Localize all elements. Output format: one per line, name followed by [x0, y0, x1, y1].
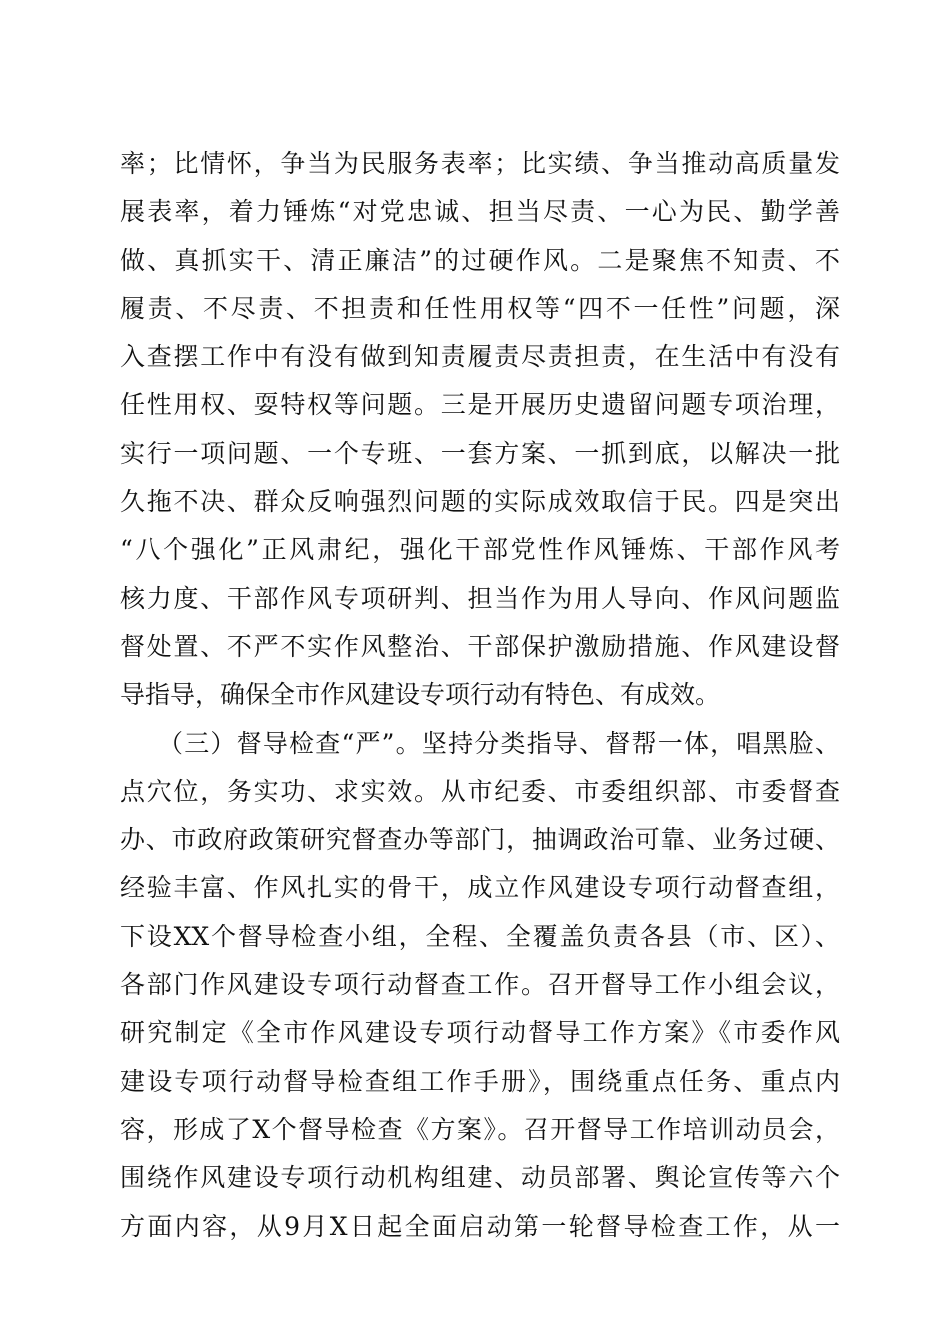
text-line: 容，形成了X个督导检查《方案》。召开督导工作培训动员会， [120, 1114, 840, 1144]
section-heading-line: （三）督导检查“严”。坚持分类指导、督帮一体，唱黑脸、 [158, 728, 840, 758]
text-line: 点穴位，务实功、求实效。从市纪委、市委组织部、市委督查 [120, 776, 840, 806]
text-line: 方面内容，从9月X日起全面启动第一轮督导检查工作，从一 [120, 1211, 840, 1241]
text-line: 各部门作风建设专项行动督查工作。召开督导工作小组会议， [120, 970, 840, 1000]
text-line: 做、真抓实干、清正廉洁”的过硬作风。二是聚焦不知责、不 [120, 245, 840, 275]
text-line: 研究制定《全市作风建设专项行动督导工作方案》《市委作风 [120, 1018, 840, 1048]
text-line: “八个强化”正风肃纪，强化干部党性作风锤炼、干部作风考 [120, 535, 840, 565]
text-line: 经验丰富、作风扎实的骨干，成立作风建设专项行动督查组， [120, 873, 840, 903]
text-line: 率；比情怀，争当为民服务表率；比实绩、争当推动高质量发 [120, 149, 840, 178]
text-line: 建设专项行动督导检查组工作手册》，围绕重点任务、重点内 [120, 1066, 840, 1096]
body-text [120, 140, 840, 1251]
text-line: 核力度、干部作风专项研判、担当作为用人导向、作风问题监 [120, 583, 840, 613]
text-line: 入查摆工作中有没有做到知责履责尽责担责，在生活中有没有 [120, 342, 840, 372]
text-line: 围绕作风建设专项行动机构组建、动员部署、舆论宣传等六个 [120, 1163, 840, 1193]
text-line: 办、市政府政策研究督查办等部门，抽调政治可靠、业务过硬、 [120, 825, 840, 855]
text-line: 导指导，确保全市作风建设专项行动有特色、有成效。 [120, 680, 721, 710]
text-line: 督处置、不严不实作风整治、干部保护激励措施、作风建设督 [120, 631, 840, 661]
text-line: 久拖不决、群众反响强烈问题的实际成效取信于民。四是突出 [120, 487, 840, 517]
text-line: 履责、不尽责、不担责和任性用权等“四不一任性”问题，深 [120, 293, 840, 323]
text-line: 实行一项问题、一个专班、一套方案、一抓到底，以解决一批 [120, 438, 840, 468]
text-line: 展表率，着力锤炼“对党忠诚、担当尽责、一心为民、勤学善 [120, 197, 840, 227]
text-line: 下设XX个督导检查小组，全程、全覆盖负责各县（市、区）、 [120, 921, 840, 951]
text-line: 任性用权、耍特权等问题。三是开展历史遗留问题专项治理， [120, 390, 840, 420]
